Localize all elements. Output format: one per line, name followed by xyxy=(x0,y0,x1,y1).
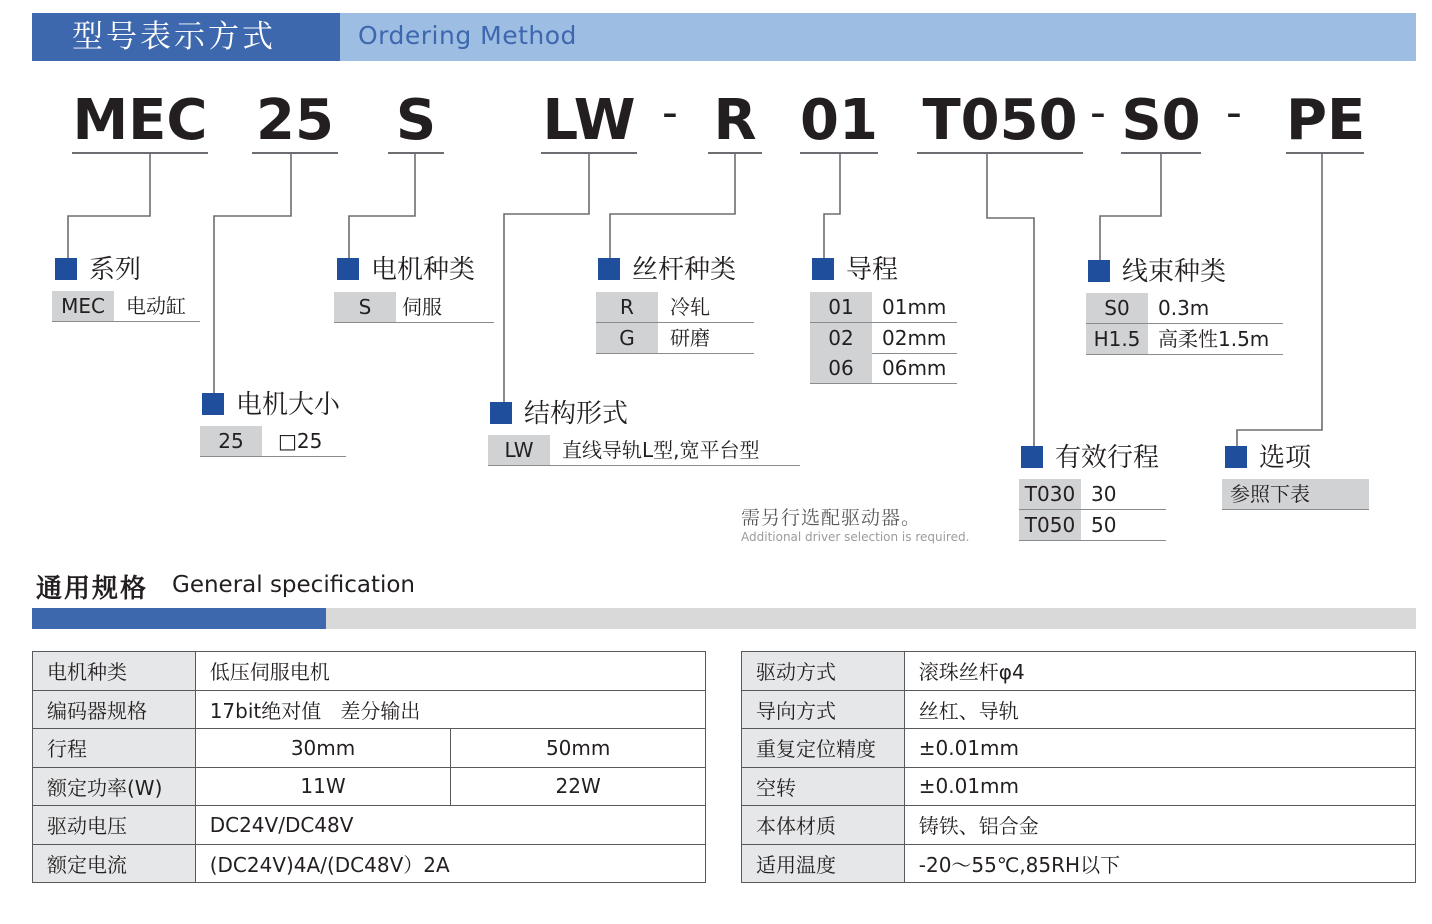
option-code: T050 xyxy=(1019,510,1081,540)
option-row xyxy=(810,292,957,323)
spec-table-right xyxy=(741,651,1416,883)
table-row xyxy=(33,844,706,883)
connector-motor xyxy=(349,154,415,258)
option-desc: □25 xyxy=(278,429,323,453)
option-code: 02 xyxy=(810,323,872,353)
spec-value: 丝杠、导轨 xyxy=(904,690,1415,729)
spec-label: 行程 xyxy=(33,729,196,768)
option-code: LW xyxy=(488,435,550,465)
spec-label: 驱动电压 xyxy=(33,806,196,845)
option-code: R xyxy=(596,292,658,322)
option-desc: 冷轧 xyxy=(670,295,710,319)
table-row xyxy=(33,806,706,845)
spec-value: 17bit绝对值 差分输出 xyxy=(195,690,705,729)
spec-label: 空转 xyxy=(742,767,905,806)
spec-table-left xyxy=(32,651,706,883)
table-row xyxy=(742,690,1416,729)
spec-value: (DC24V)4A/(DC48V）2A xyxy=(195,844,705,883)
option-code: S xyxy=(334,292,396,322)
spec-value: -20～55℃,85RH以下 xyxy=(904,844,1415,883)
code-lead: 01 xyxy=(800,80,878,154)
option-desc: 电动缸 xyxy=(126,294,186,318)
table-row xyxy=(742,729,1416,768)
spec-value: 30mm xyxy=(195,729,451,768)
bullet-square-icon xyxy=(1088,260,1110,282)
spec-value: ±0.01mm xyxy=(904,729,1415,768)
option-code: 01 xyxy=(810,292,872,322)
block-lead-title: 导程 xyxy=(812,255,898,285)
table-row xyxy=(742,652,1416,691)
code-option: PE xyxy=(1286,80,1364,154)
option-row xyxy=(1222,479,1369,510)
bullet-square-icon xyxy=(202,393,224,415)
code-cable: S0 xyxy=(1121,80,1201,154)
table-row xyxy=(33,652,706,691)
option-row xyxy=(1019,479,1166,510)
code-dash: - xyxy=(662,87,678,138)
option-code: 06 xyxy=(810,353,872,383)
spec-value: ±0.01mm xyxy=(904,767,1415,806)
option-desc: 研磨 xyxy=(670,326,710,350)
spec-value: DC24V/DC48V xyxy=(195,806,705,845)
code-size: 25 xyxy=(252,80,338,154)
option-desc: 50 xyxy=(1091,513,1117,537)
code-motor: S xyxy=(388,80,444,154)
option-row xyxy=(488,435,800,466)
table-row xyxy=(742,767,1416,806)
option-code: T030 xyxy=(1019,479,1081,509)
option-desc: 伺服 xyxy=(402,295,442,319)
table-row xyxy=(33,767,706,806)
code-dash: - xyxy=(1226,87,1242,138)
table-row xyxy=(742,806,1416,845)
option-row xyxy=(52,291,200,322)
spec-label: 电机种类 xyxy=(33,652,196,691)
spec-value: 铸铁、铝合金 xyxy=(904,806,1415,845)
block-option-title: 选项 xyxy=(1225,443,1311,473)
connector-structure xyxy=(504,154,589,402)
option-desc: 06mm xyxy=(882,356,947,380)
general-spec-title-en: General specification xyxy=(172,572,416,598)
bullet-square-icon xyxy=(337,258,359,280)
spec-label: 驱动方式 xyxy=(742,652,905,691)
option-row xyxy=(200,426,346,457)
connector-cable xyxy=(1100,154,1161,260)
code-structure: LW xyxy=(541,80,637,154)
option-row xyxy=(810,353,957,384)
option-row xyxy=(334,292,494,323)
connector-screw xyxy=(610,154,735,258)
option-row xyxy=(1019,510,1166,541)
code-dash: - xyxy=(1090,87,1106,138)
table-row xyxy=(33,729,706,768)
block-series-title: 系列 xyxy=(55,255,141,285)
option-desc: 02mm xyxy=(882,326,947,350)
general-spec-title-cn: 通用规格 xyxy=(36,574,149,604)
section-divider-accent xyxy=(32,608,326,629)
option-code: 参照下表 xyxy=(1222,479,1369,509)
spec-label: 适用温度 xyxy=(742,844,905,883)
option-code: MEC xyxy=(52,291,114,321)
code-stroke: T050 xyxy=(917,80,1083,154)
spec-label: 导向方式 xyxy=(742,690,905,729)
driver-note-cn: 需另行选配驱动器。 xyxy=(741,507,922,529)
option-code: G xyxy=(596,323,658,353)
connector-series xyxy=(68,154,150,258)
option-code: S0 xyxy=(1086,293,1148,323)
code-screw: R xyxy=(708,80,762,154)
connector-size xyxy=(214,154,291,393)
connector-stroke xyxy=(987,154,1034,447)
option-row xyxy=(596,323,754,354)
spec-label: 额定功率(W) xyxy=(33,767,196,806)
spec-value: 11W xyxy=(195,767,451,806)
option-desc: 30 xyxy=(1091,482,1117,506)
option-row xyxy=(596,292,754,323)
spec-value: 50mm xyxy=(451,729,706,768)
bullet-square-icon xyxy=(598,258,620,280)
header-title-en: Ordering Method xyxy=(358,21,577,50)
spec-label: 本体材质 xyxy=(742,806,905,845)
header-title-cn: 型号表示方式 xyxy=(72,19,276,55)
bullet-square-icon xyxy=(55,258,77,280)
spec-value: 低压伺服电机 xyxy=(195,652,705,691)
spec-value: 滚珠丝杆φ4 xyxy=(904,652,1415,691)
bullet-square-icon xyxy=(1021,446,1043,468)
spec-value: 22W xyxy=(451,767,706,806)
block-size-title: 电机大小 xyxy=(202,390,340,420)
option-desc: 0.3m xyxy=(1158,296,1210,320)
option-code: H1.5 xyxy=(1086,324,1148,354)
option-row xyxy=(1086,293,1283,324)
block-motor-title: 电机种类 xyxy=(337,255,475,285)
spec-label: 重复定位精度 xyxy=(742,729,905,768)
driver-note-en: Additional driver selection is required. xyxy=(741,530,970,544)
connector-lead xyxy=(824,154,840,258)
bullet-square-icon xyxy=(490,402,512,424)
spec-label: 编码器规格 xyxy=(33,690,196,729)
option-desc: 直线导轨L型,宽平台型 xyxy=(562,438,760,462)
option-row xyxy=(1086,324,1283,355)
option-code: 25 xyxy=(200,426,262,456)
code-series: MEC xyxy=(72,80,208,154)
table-row xyxy=(742,844,1416,883)
spec-label: 额定电流 xyxy=(33,844,196,883)
option-desc: 高柔性1.5m xyxy=(1158,327,1270,351)
option-desc: 01mm xyxy=(882,295,947,319)
table-row xyxy=(33,690,706,729)
bullet-square-icon xyxy=(1225,446,1247,468)
bullet-square-icon xyxy=(812,258,834,280)
block-screw-title: 丝杆种类 xyxy=(598,255,736,285)
block-stroke-title: 有效行程 xyxy=(1021,443,1159,473)
option-row xyxy=(810,323,957,354)
block-cable-title: 线束种类 xyxy=(1088,257,1226,287)
block-structure-title: 结构形式 xyxy=(490,399,628,429)
